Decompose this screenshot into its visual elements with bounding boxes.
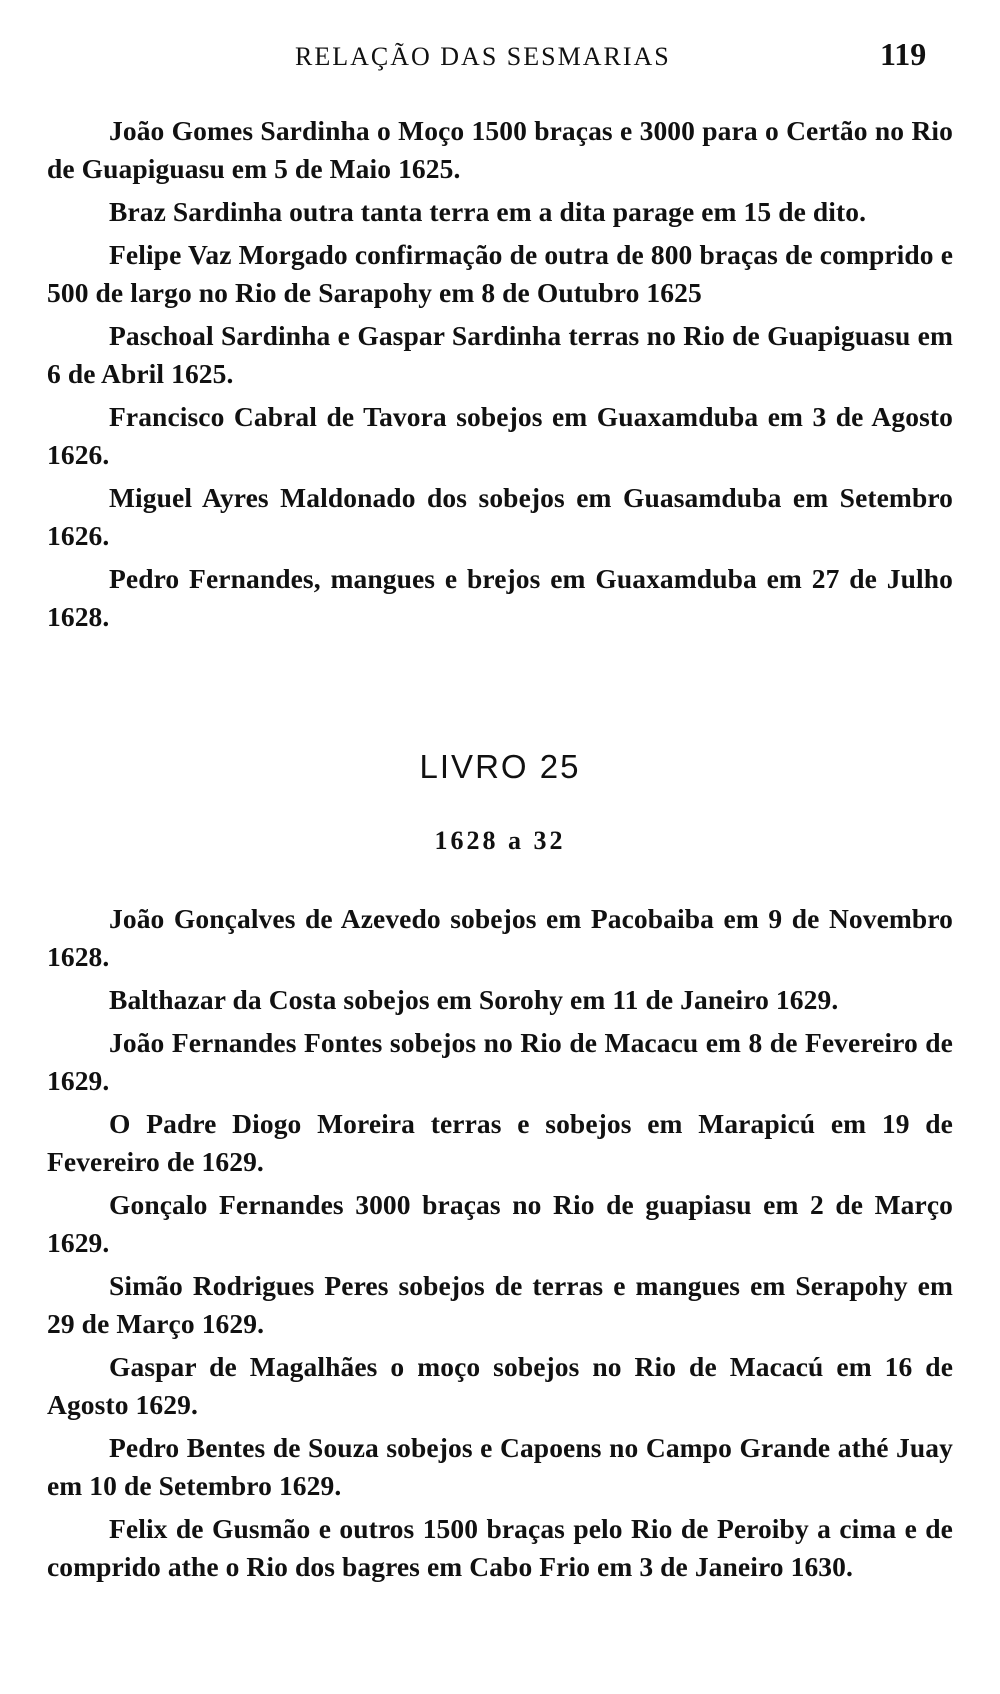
book-heading: LIVRO 25 — [419, 748, 581, 785]
sesmaria-entries-livro-24 — [47, 112, 953, 641]
sesmaria-entry: Francisco Cabral de Tavora sobejos em Guaxamduba em 3 de Agosto 1626. — [47, 401, 953, 470]
book-years: 1628 a 32 — [434, 826, 566, 855]
page-number: 119 — [880, 36, 927, 72]
sesmaria-entry: Gaspar de Magalhães o moço sobejos no Rio de Macacú em 16 de Agosto 1629. — [47, 1351, 953, 1420]
sesmaria-entry: João Fernandes Fontes sobejos no Rio de Macacu em 8 de Fevereiro de 1629. — [47, 1027, 953, 1096]
sesmaria-entry: João Gonçalves de Azevedo sobejos em Pacobaiba em 9 de Novembro 1628. — [47, 903, 953, 972]
sesmaria-entry: João Gomes Sardinha o Moço 1500 braças e 3000 para o Certão no Rio de Guapiguasu em 5 de Maio 1625. — [47, 115, 953, 184]
sesmaria-entry: Braz Sardinha outra tanta terra em a dita parage em 15 de dito. — [109, 196, 867, 227]
running-title: RELAÇÃO DAS SESMARIAS — [295, 42, 671, 71]
sesmaria-entry: Pedro Fernandes, mangues e brejos em Guaxamduba em 27 de Julho 1628. — [47, 563, 953, 632]
sesmaria-entry: Simão Rodrigues Peres sobejos de terras e mangues em Serapohy em 29 de Março 1629. — [47, 1270, 953, 1339]
sesmaria-entry: Paschoal Sardinha e Gaspar Sardinha terras no Rio de Guapiguasu em 6 de Abril 1625. — [47, 320, 953, 389]
sesmaria-entry: Balthazar da Costa sobejos em Sorohy em 11 de Janeiro 1629. — [109, 984, 839, 1015]
running-header — [0, 36, 1000, 76]
sesmaria-entry: Pedro Bentes de Souza sobejos e Capoens no Campo Grande athé Juay em 10 de Setembro 1629. — [47, 1432, 953, 1501]
sesmaria-entries-livro-25 — [47, 900, 953, 1591]
sesmaria-entry: Gonçalo Fernandes 3000 braças no Rio de guapiasu em 2 de Março 1629. — [47, 1189, 953, 1258]
sesmaria-entry: O Padre Diogo Moreira terras e sobejos em Marapicú em 19 de Fevereiro de 1629. — [47, 1108, 953, 1177]
sesmaria-entry: Felix de Gusmão e outros 1500 braças pelo Rio de Peroiby a cima e de comprido athe o Rio dos bagres em Cabo Frio em 3 de Janeiro 1630. — [47, 1513, 953, 1582]
sesmaria-entry: Miguel Ayres Maldonado dos sobejos em Guasamduba em Setembro 1626. — [47, 482, 953, 551]
sesmaria-entry: Felipe Vaz Morgado confirmação de outra de 800 braças de comprido e 500 de largo no Rio de Sarapohy em 8 de Outubro 1625 — [47, 239, 953, 308]
